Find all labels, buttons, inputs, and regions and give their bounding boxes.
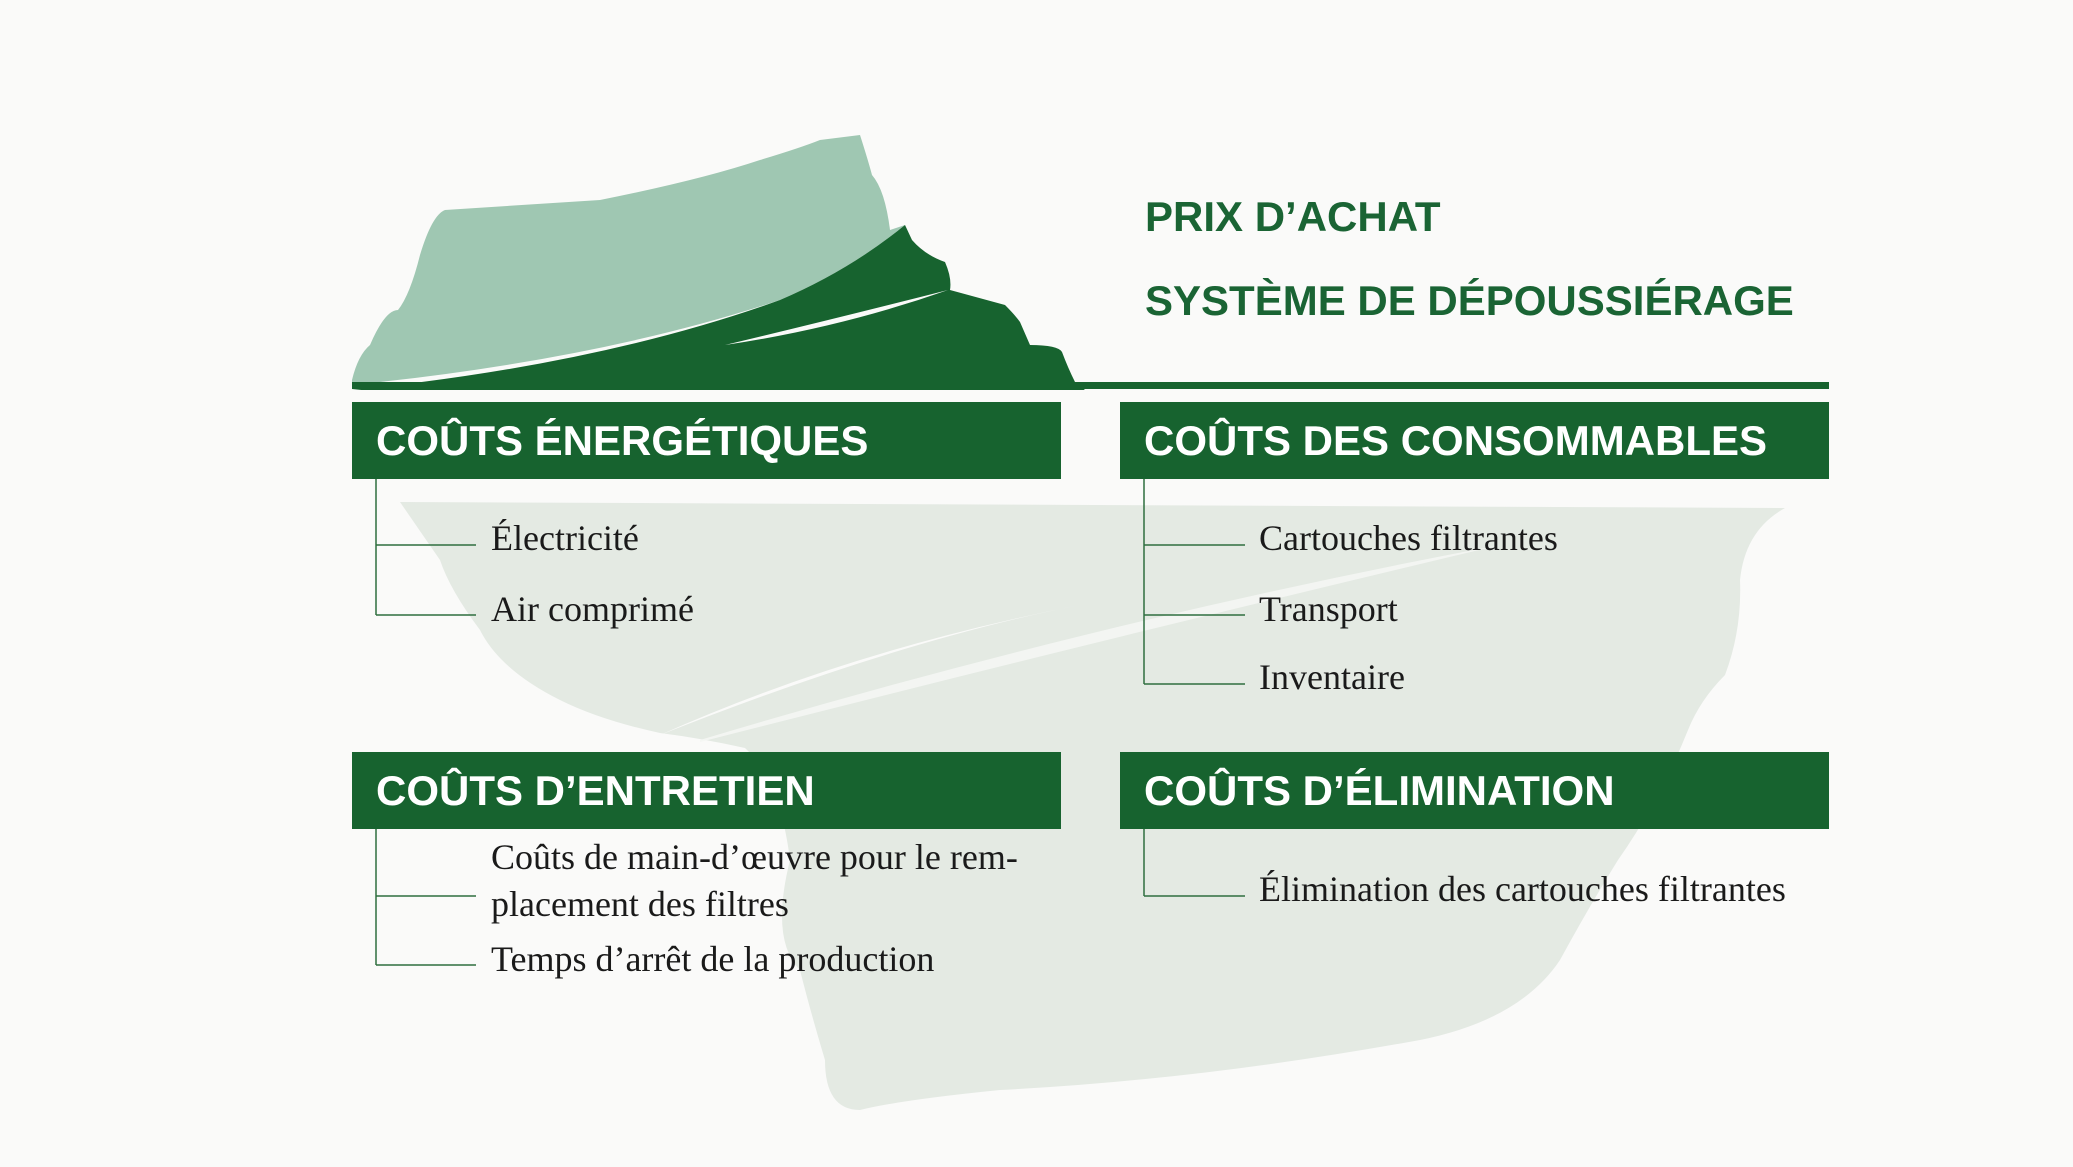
item-inventory: Inventaire [1259, 657, 1405, 697]
title-dust-collection-system: SYSTÈME DE DÉPOUSSIÉRAGE [1145, 277, 1794, 324]
header-energy-costs: COÛTS ÉNERGÉTIQUES [352, 402, 1061, 479]
header-disposal-costs: COÛTS D’ÉLIMINATION [1120, 752, 1829, 829]
item-production-downtime: Temps d’arrêt de la production [491, 939, 935, 979]
waterline [352, 382, 1829, 389]
item-filter-cartridges: Cartouches filtrantes [1259, 518, 1558, 558]
item-cartridge-disposal: Élimination des cartouches filtrantes [1259, 869, 1786, 909]
title-purchase-price: PRIX D’ACHAT [1145, 193, 1441, 240]
item-labor-costs-line2: placement des filtres [491, 884, 789, 924]
connector-maintenance [376, 829, 476, 965]
header-consumables-costs: COÛTS DES CONSOMMABLES [1120, 402, 1829, 479]
item-transport: Transport [1259, 589, 1398, 629]
item-labor-costs-line1: Coûts de main-d’œuvre pour le rem- [491, 837, 1018, 877]
header-maintenance-costs: COÛTS D’ENTRETIEN [352, 752, 1061, 829]
item-compressed-air: Air comprimé [491, 589, 694, 629]
item-electricity: Électricité [491, 518, 639, 558]
